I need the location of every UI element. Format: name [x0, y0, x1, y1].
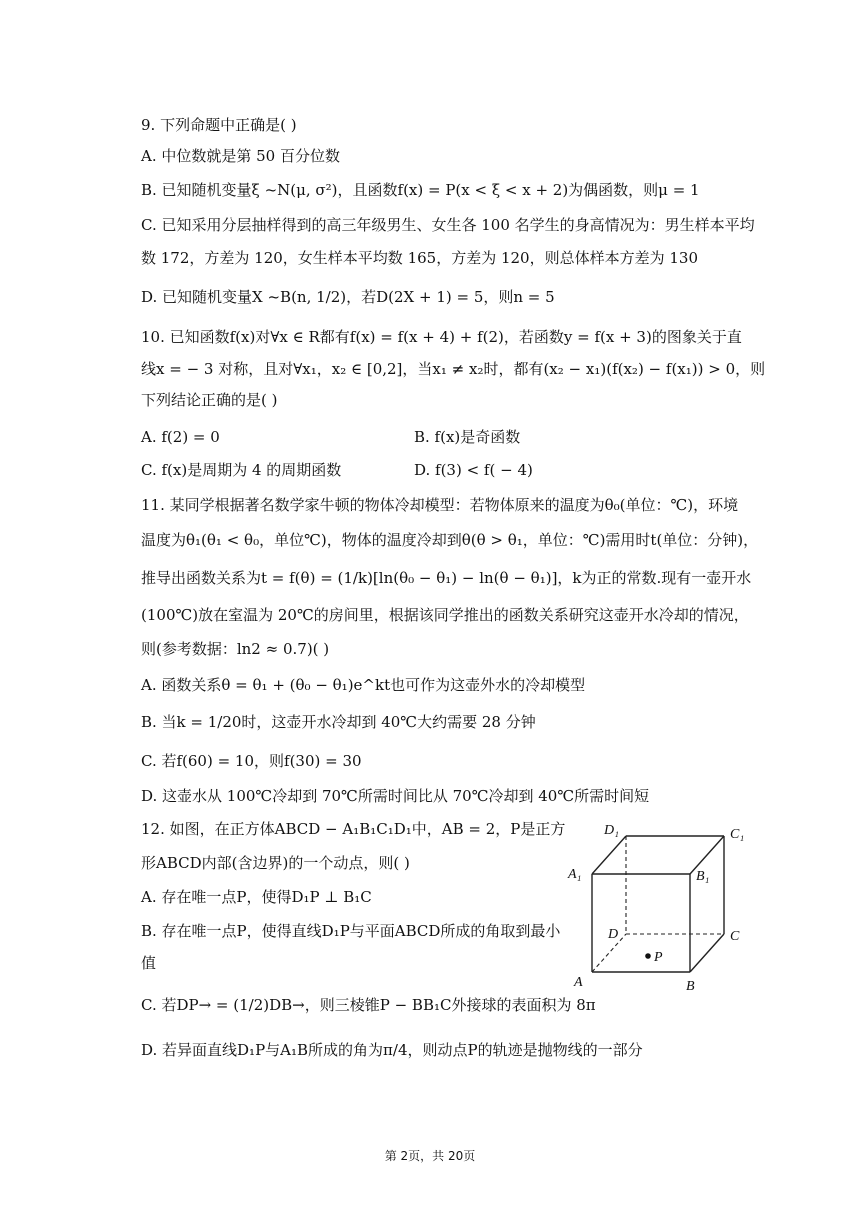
- line-5: 数 172，方差为 120，女生样本平均数 165，方差为 120，则总体样本方差为 130: [141, 249, 698, 267]
- label-b1: B₁: [696, 869, 710, 884]
- label-c1: C₁: [730, 827, 745, 842]
- line-27: 值: [141, 954, 157, 972]
- label-a: A: [574, 975, 583, 990]
- label-a1: A₁: [568, 867, 582, 882]
- line-19: A. 函数关系θ = θ₁ + (θ₀ − θ₁)e^kt也可作为这壶外水的冷却模型: [141, 676, 586, 694]
- page-footer: 第 2页，共 20页: [384, 1149, 476, 1163]
- line-4: C. 已知采用分层抽样得到的高三年级男生、女生各 100 名学生的身高情况为：男生样本平均: [141, 216, 755, 234]
- line-15: 温度为θ₁(θ₁ < θ₀，单位℃)，物体的温度冷却到θ(θ > θ₁，单位：℃)需用时t(单位：分钟)，: [141, 531, 759, 549]
- line-9: 下列结论正确的是( ): [141, 391, 278, 409]
- line-22: D. 这壶水从 100℃冷却到 70℃所需时间比从 70℃冷却到 40℃所需时间短: [141, 787, 650, 805]
- label-d: D: [608, 927, 619, 942]
- line-2: A. 中位数就是第 50 百分位数: [141, 147, 340, 165]
- label-d1: D₁: [604, 823, 619, 838]
- line-16: 推导出函数关系为t = f(θ) = (1/k)[ln(θ₀ − θ₁) − ln(θ − θ₁)]，k为正的常数.现有一壶开水: [141, 569, 752, 587]
- line-6: D. 已知随机变量X ~B(n, 1/2)，若D(2X + 1) = 5，则n = 5: [141, 288, 555, 306]
- point-p: [645, 953, 651, 959]
- line-14: 11. 某同学根据著名数学家牛顿的物体冷却模型：若物体原来的温度为θ₀(单位：℃)，环境: [141, 496, 739, 514]
- line-26: B. 存在唯一点P，使得直线D₁P与平面ABCD所成的角取到最小: [141, 922, 561, 940]
- line-1: 9. 下列命题中正确是( ): [141, 116, 297, 134]
- line-23: 12. 如图，在正方体ABCD − A₁B₁C₁D₁中，AB = 2，P是正方: [141, 820, 566, 838]
- label-p: P: [654, 950, 663, 965]
- label-c: C: [730, 929, 740, 944]
- cube-figure: [560, 818, 760, 996]
- edge-a1d1: [592, 836, 626, 874]
- line-11: B. f(x)是奇函数: [414, 428, 521, 446]
- label-b: B: [686, 979, 695, 994]
- line-8: 线x = − 3 对称，且对∀x₁，x₂ ∈ [0,2]，当x₁ ≠ x₂时，都有(x₂ − x₁)(f(x₂) − f(x₁)) > 0，则: [141, 360, 766, 378]
- line-12: C. f(x)是周期为 4 的周期函数: [141, 461, 342, 479]
- line-21: C. 若f(60) = 10，则f(30) = 30: [141, 752, 362, 770]
- line-25: A. 存在唯一点P，使得D₁P ⊥ B₁C: [141, 888, 372, 906]
- edge-bc: [690, 934, 724, 972]
- line-24: 形ABCD内部(含边界)的一个动点，则( ): [141, 854, 410, 872]
- line-29: D. 若异面直线D₁P与A₁B所成的角为π/4，则动点P的轨迹是抛物线的一部分: [141, 1041, 643, 1059]
- line-17: (100℃)放在室温为 20℃的房间里，根据该同学推出的函数关系研究这壶开水冷却的情况，: [141, 606, 749, 624]
- line-7: 10. 已知函数f(x)对∀x ∈ R都有f(x) = f(x + 4) + f(2)，若函数y = f(x + 3)的图象关于直: [141, 328, 742, 346]
- line-20: B. 当k = 1/20时，这壶开水冷却到 40℃大约需要 28 分钟: [141, 713, 536, 731]
- line-10: A. f(2) = 0: [141, 428, 220, 446]
- line-18: 则(参考数据：ln2 ≈ 0.7)( ): [141, 640, 330, 658]
- line-13: D. f(3) < f( − 4): [414, 461, 533, 479]
- line-3: B. 已知随机变量ξ ~N(μ, σ²)，且函数f(x) = P(x < ξ < x + 2)为偶函数，则μ = 1: [141, 181, 700, 199]
- line-28: C. 若DP→ = (1/2)DB→，则三棱锥P − BB₁C外接球的表面积为 8π: [141, 996, 596, 1014]
